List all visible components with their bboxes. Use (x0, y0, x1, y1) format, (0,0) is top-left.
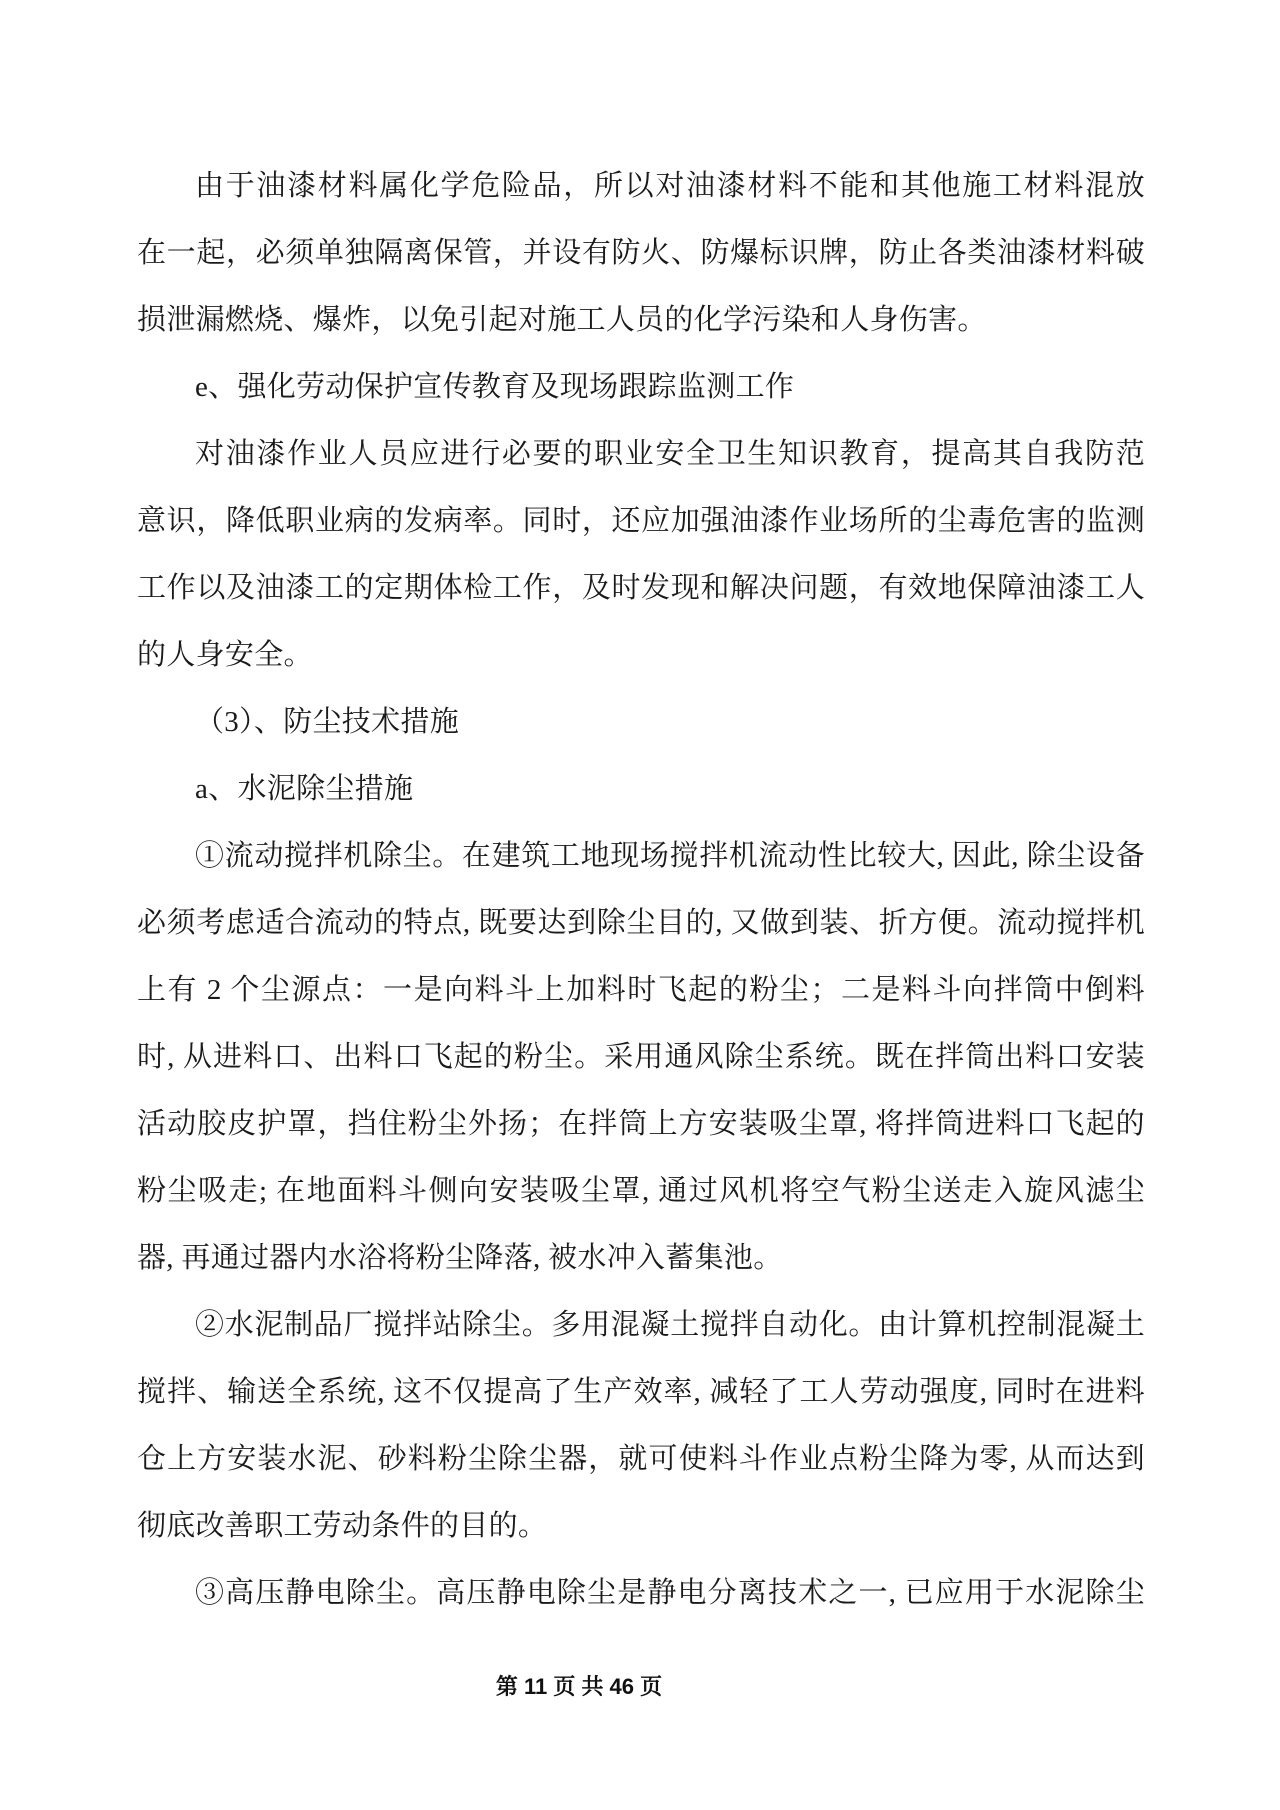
section-heading-dust-prevention: （3）、防尘技术措施 (195, 706, 460, 738)
section-heading-cement-dust: a、水泥除尘措施 (195, 773, 414, 805)
page-number-footer: 第 11 页 共 46 页 (495, 1674, 663, 1699)
text-line: 上有 2 个尘源点：一是向料斗上加料时飞起的粉尘；二是料斗向拌筒中倒料 (137, 974, 1145, 1006)
text-line: ③高压静电除尘。高压静电除尘是静电分离技术之一, 已应用于水泥除尘 (195, 1577, 1145, 1609)
text-line: 意识，降低职业病的发病率。同时，还应加强油漆作业场所的尘毒危害的监测 (137, 505, 1145, 537)
text-line: 工作以及油漆工的定期体检工作，及时发现和解决问题，有效地保障油漆工人 (137, 572, 1145, 604)
text-line: 仓上方安装水泥、砂料粉尘除尘器，就可使料斗作业点粉尘降为零, 从而达到 (137, 1443, 1145, 1475)
text-line: 时, 从进料口、出料口飞起的粉尘。采用通风除尘系统。既在拌筒出料口安装 (137, 1041, 1145, 1073)
text-line: 活动胶皮护罩，挡住粉尘外扬；在拌筒上方安装吸尘罩, 将拌筒进料口飞起的 (137, 1108, 1145, 1140)
text-line: ②水泥制品厂搅拌站除尘。多用混凝土搅拌自动化。由计算机控制混凝土 (195, 1309, 1145, 1341)
text-line: 必须考虑适合流动的特点, 既要达到除尘目的, 又做到装、折方便。流动搅拌机 (137, 907, 1145, 939)
text-block (137, 153, 1145, 1627)
text-line: 损泄漏燃烧、爆炸，以免引起对施工人员的化学污染和人身伤害。 (137, 304, 987, 336)
text-line: ①流动搅拌机除尘。在建筑工地现场搅拌机流动性比较大, 因此, 除尘设备 (195, 840, 1145, 872)
text-line: 在一起，必须单独隔离保管，并设有防火、防爆标识牌，防止各类油漆材料破 (137, 237, 1145, 269)
section-heading-labor-protection: e、强化劳动保护宣传教育及现场跟踪监测工作 (195, 371, 795, 403)
text-line: 搅拌、输送全系统, 这不仅提高了生产效率, 减轻了工人劳动强度, 同时在进料 (137, 1376, 1145, 1408)
text-line: 由于油漆材料属化学危险品，所以对油漆材料不能和其他施工材料混放 (195, 170, 1145, 202)
text-line: 对油漆作业人员应进行必要的职业安全卫生知识教育，提高其自我防范 (195, 438, 1145, 470)
text-line: 的人身安全。 (137, 639, 313, 671)
text-line: 器, 再通过器内水浴将粉尘降落, 被水冲入蓄集池。 (137, 1242, 783, 1274)
text-line: 彻底改善职工劳动条件的目的。 (137, 1510, 548, 1542)
text-line: 粉尘吸走; 在地面料斗侧向安装吸尘罩, 通过风机将空气粉尘送走入旋风滤尘 (137, 1175, 1145, 1207)
